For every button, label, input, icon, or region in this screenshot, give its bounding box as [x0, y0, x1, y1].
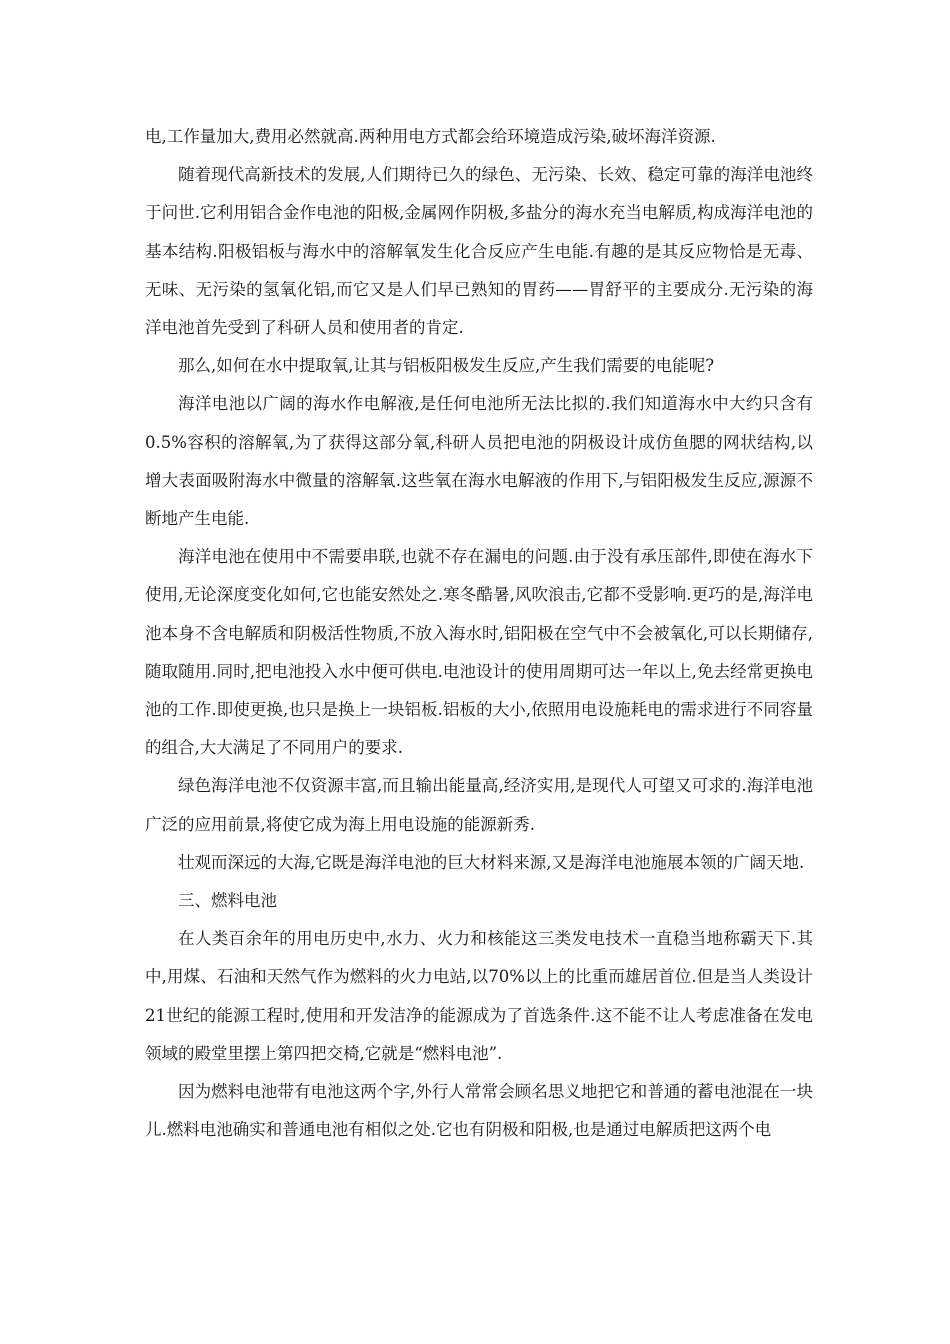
paragraph-2: 随着现代高新技术的发展,人们期待已久的绿色、无污染、长效、稳定可靠的海洋电池终于问世.它利用铝合金作电池的阳极,金属网作阴极,多盐分的海水充当电解质,构成海洋电池的基本结构.阳极铝板与海水中的溶解氧发生化合反应产生电能.有趣的是其反应物恰是无毒、无味、无污染的氢氧化铝,而它又是人们早已熟知的胃药——胃舒平的主要成分.无污染的海洋电池首先受到了科研人员和使用者的肯定. — [145, 165, 813, 338]
paragraph-8: 在人类百余年的用电历史中,水力、火力和核能这三类发电技术一直稳当地称霸天下.其中,用煤、石油和天然气作为燃料的火力电站,以70%以上的比重而雄居首位.但是当人类设计21世纪的能源工程时,使用和开发洁净的能源成为了首选条件.这不能不让人考虑准备在发电领域的殿堂里摆上第四把交椅,它就是“燃料电池”. — [145, 929, 813, 1063]
paragraph-5: 海洋电池在使用中不需要串联,也就不存在漏电的问题.由于没有承压部件,即使在海水下使用,无论深度变化如何,它也能安然处之.寒冬酷暑,风吹浪击,它都不受影响.更巧的是,海洋电池本身不含电解质和阴极活性物质,不放入海水时,铝阳极在空气中不会被氧化,可以长期储存,随取随用.同时,把电池投入水中便可供电.电池设计的使用周期可达一年以上,免去经常更换电池的工作.即使更换,也只是换上一块铝板.铝板的大小,依照用电设施耗电的需求进行不同容量的组合,大大满足了不同用户的要求. — [145, 547, 813, 758]
paragraph-3: 那么,如何在水中提取氧,让其与铝板阳极发生反应,产生我们需要的电能呢? — [178, 356, 715, 376]
section-heading: 三、燃料电池 — [178, 891, 277, 911]
paragraph-7: 壮观而深远的大海,它既是海洋电池的巨大材料来源,又是海洋电池施展本领的广阔天地. — [178, 852, 805, 872]
document-body — [145, 118, 813, 1149]
paragraph-6: 绿色海洋电池不仅资源丰富,而且输出能量高,经济实用,是现代人可望又可求的.海洋电池广泛的应用前景,将使它成为海上用电设施的能源新秀. — [145, 776, 813, 834]
paragraph-4: 海洋电池以广阔的海水作电解液,是任何电池所无法比拟的.我们知道海水中大约只含有0.5%容积的溶解氧,为了获得这部分氧,科研人员把电池的阴极设计成仿鱼腮的网状结构,以增大表面吸附海水中微量的溶解氧.这些氧在海水电解液的作用下,与铝阳极发生反应,源源不断地产生电能. — [145, 394, 813, 529]
paragraph-9: 因为燃料电池带有电池这两个字,外行人常常会顾名思义地把它和普通的蓄电池混在一块儿.燃料电池确实和普通电池有相似之处.它也有阴极和阳极,也是通过电解质把这两个电 — [145, 1082, 813, 1140]
paragraph-1: 电,工作量加大,费用必然就高.两种用电方式都会给环境造成污染,破坏海洋资源. — [145, 127, 716, 146]
